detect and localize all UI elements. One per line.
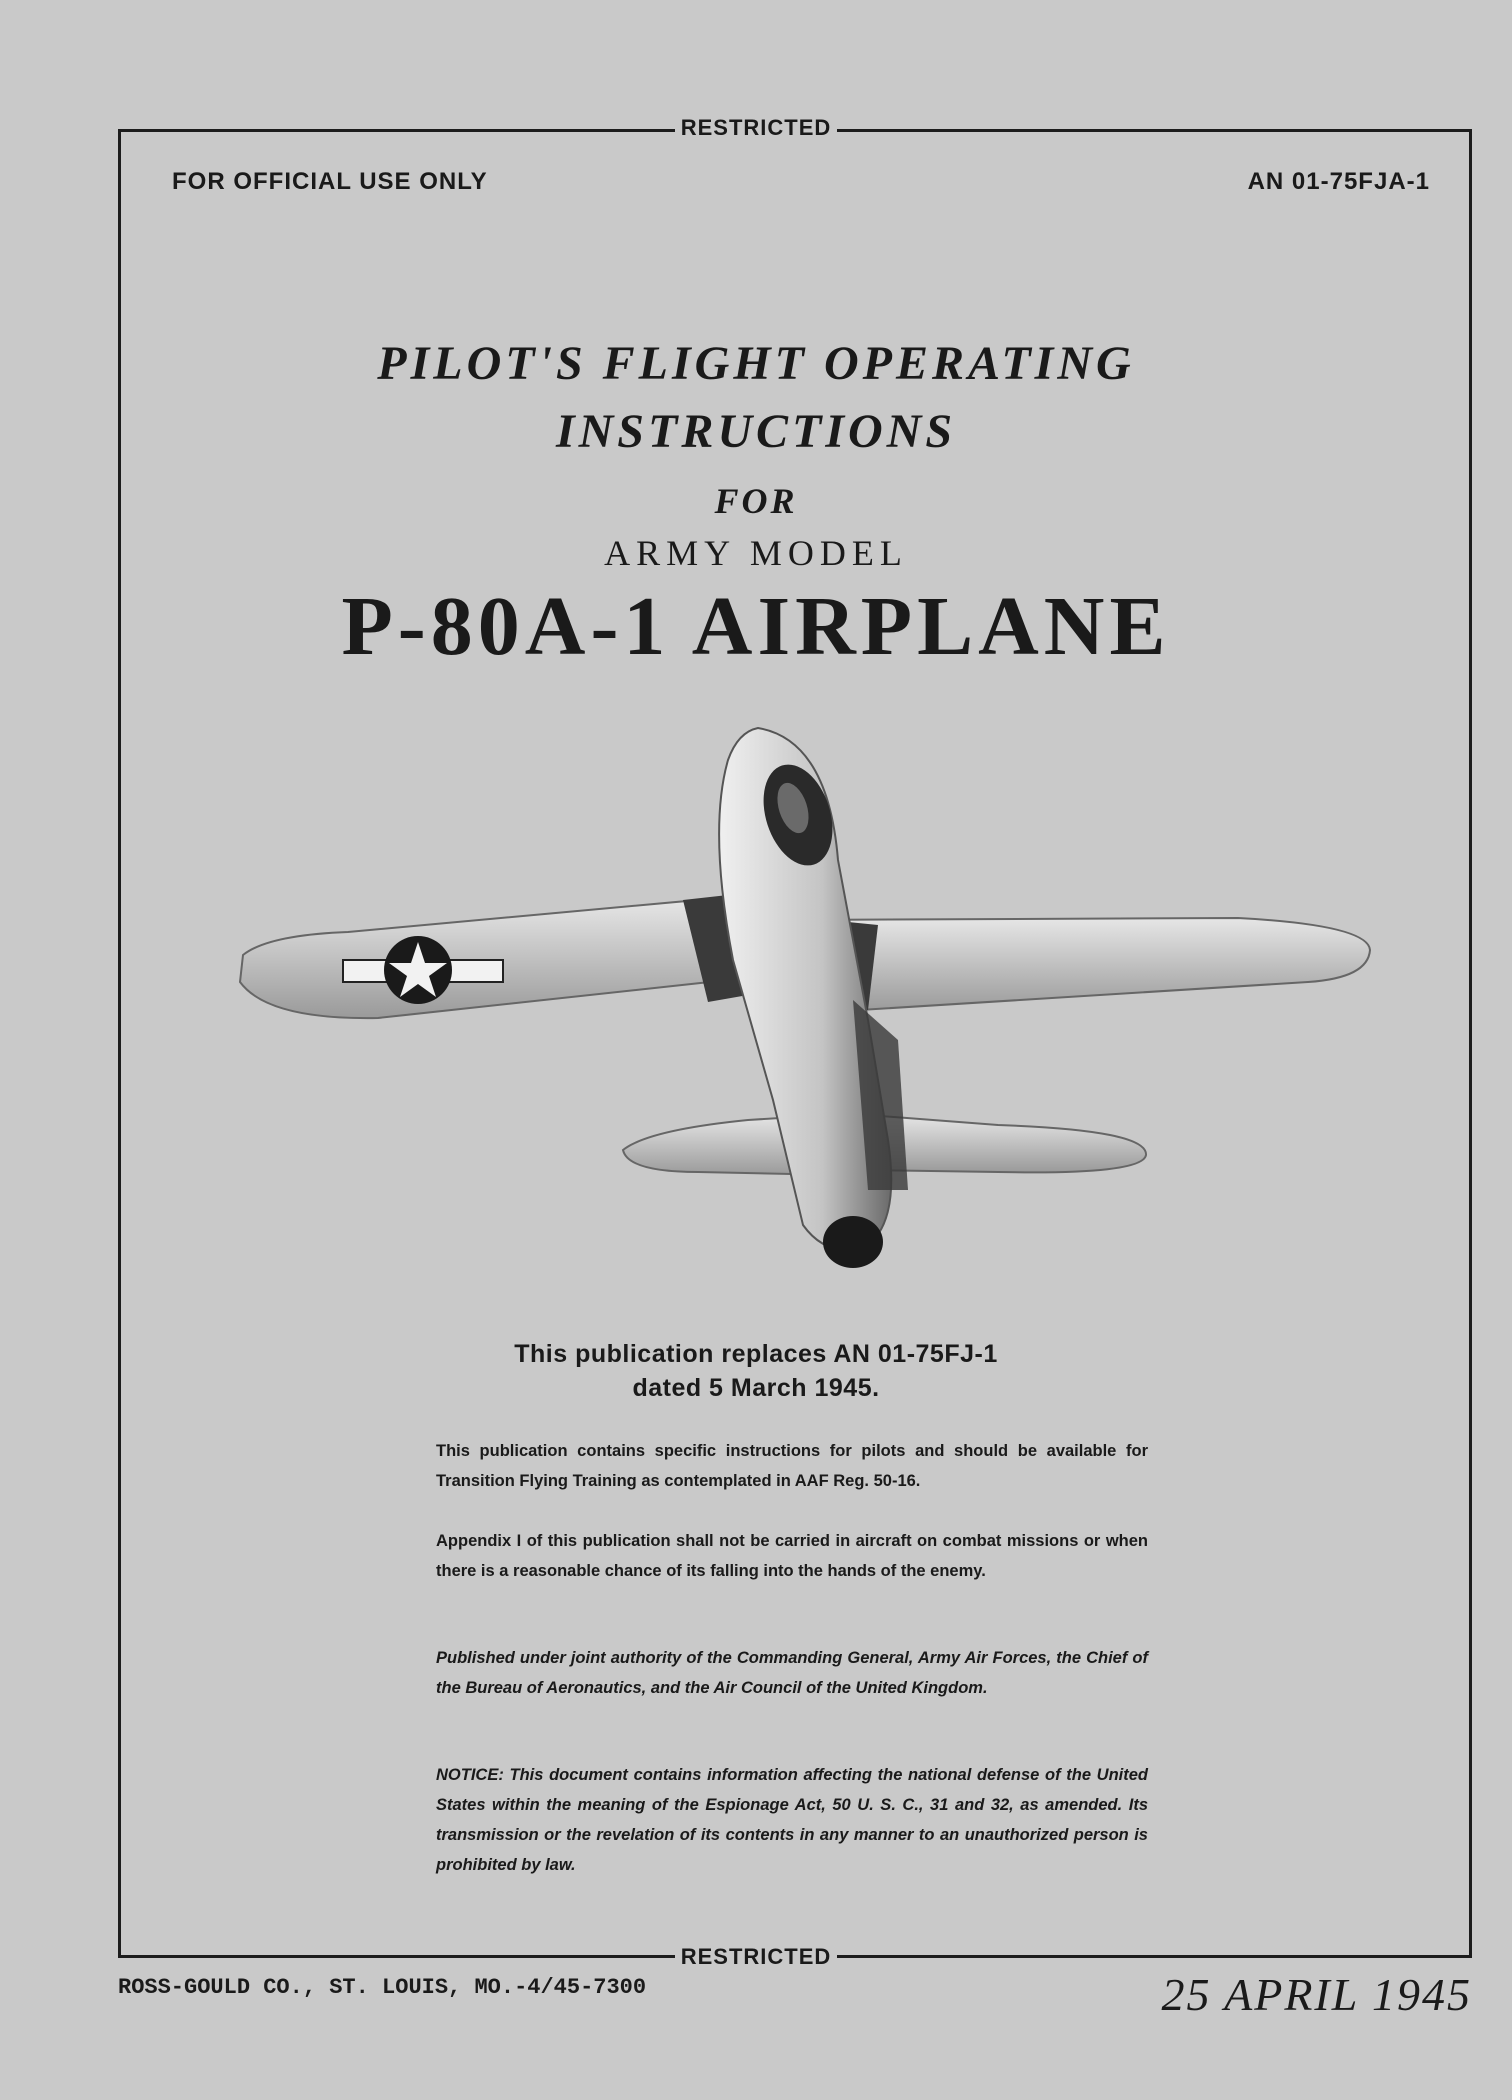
title-airplane-model: P-80A-1 AIRPLANE bbox=[341, 580, 1171, 673]
restricted-marking-top: RESTRICTED bbox=[0, 115, 1512, 141]
paragraph-training: This publication contains specific instructions for pilots and should be available for Transition Flying Training as contemplated in AAF Reg. 50-16. bbox=[436, 1442, 1148, 1490]
document-number: AN 01-75FJA-1 bbox=[1247, 168, 1430, 195]
paragraph-notice: NOTICE: This document contains information affecting the national defense of the United States within the meaning of the Espionage Act, 50 U. S. C., 31 and 32, as amended. Its transmission or the revelation of its contents in any manner to an unauthorized person is prohibited by law. bbox=[436, 1766, 1148, 1874]
official-use-marking: FOR OFFICIAL USE ONLY bbox=[172, 168, 488, 195]
replaces-line-1: This publication replaces AN 01-75FJ-1 bbox=[514, 1340, 998, 1368]
title-line-2: INSTRUCTIONS bbox=[555, 405, 957, 458]
paragraph-appendix: Appendix I of this publication shall not be carried in aircraft on combat missions or when there is a reasonable chance of its falling into the hands of the enemy. bbox=[436, 1532, 1148, 1580]
airplane-photo-icon bbox=[228, 720, 1378, 1280]
title-army-model: ARMY MODEL bbox=[604, 533, 908, 573]
replaces-line-2: dated 5 March 1945. bbox=[632, 1374, 880, 1402]
restricted-marking-bottom: RESTRICTED bbox=[0, 1944, 1512, 1970]
paragraph-authority: Published under joint authority of the Commanding General, Army Air Forces, the Chief of the Bureau of Aeronautics, and the Air Council of the United Kingdom. bbox=[436, 1649, 1148, 1697]
publication-date: 25 APRIL 1945 bbox=[1161, 1969, 1472, 2020]
printer-imprint: ROSS-GOULD CO., ST. LOUIS, MO.-4/45-7300 bbox=[118, 1975, 647, 2000]
title-for: FOR bbox=[714, 481, 798, 521]
title-line-1: PILOT'S FLIGHT OPERATING bbox=[377, 337, 1135, 390]
